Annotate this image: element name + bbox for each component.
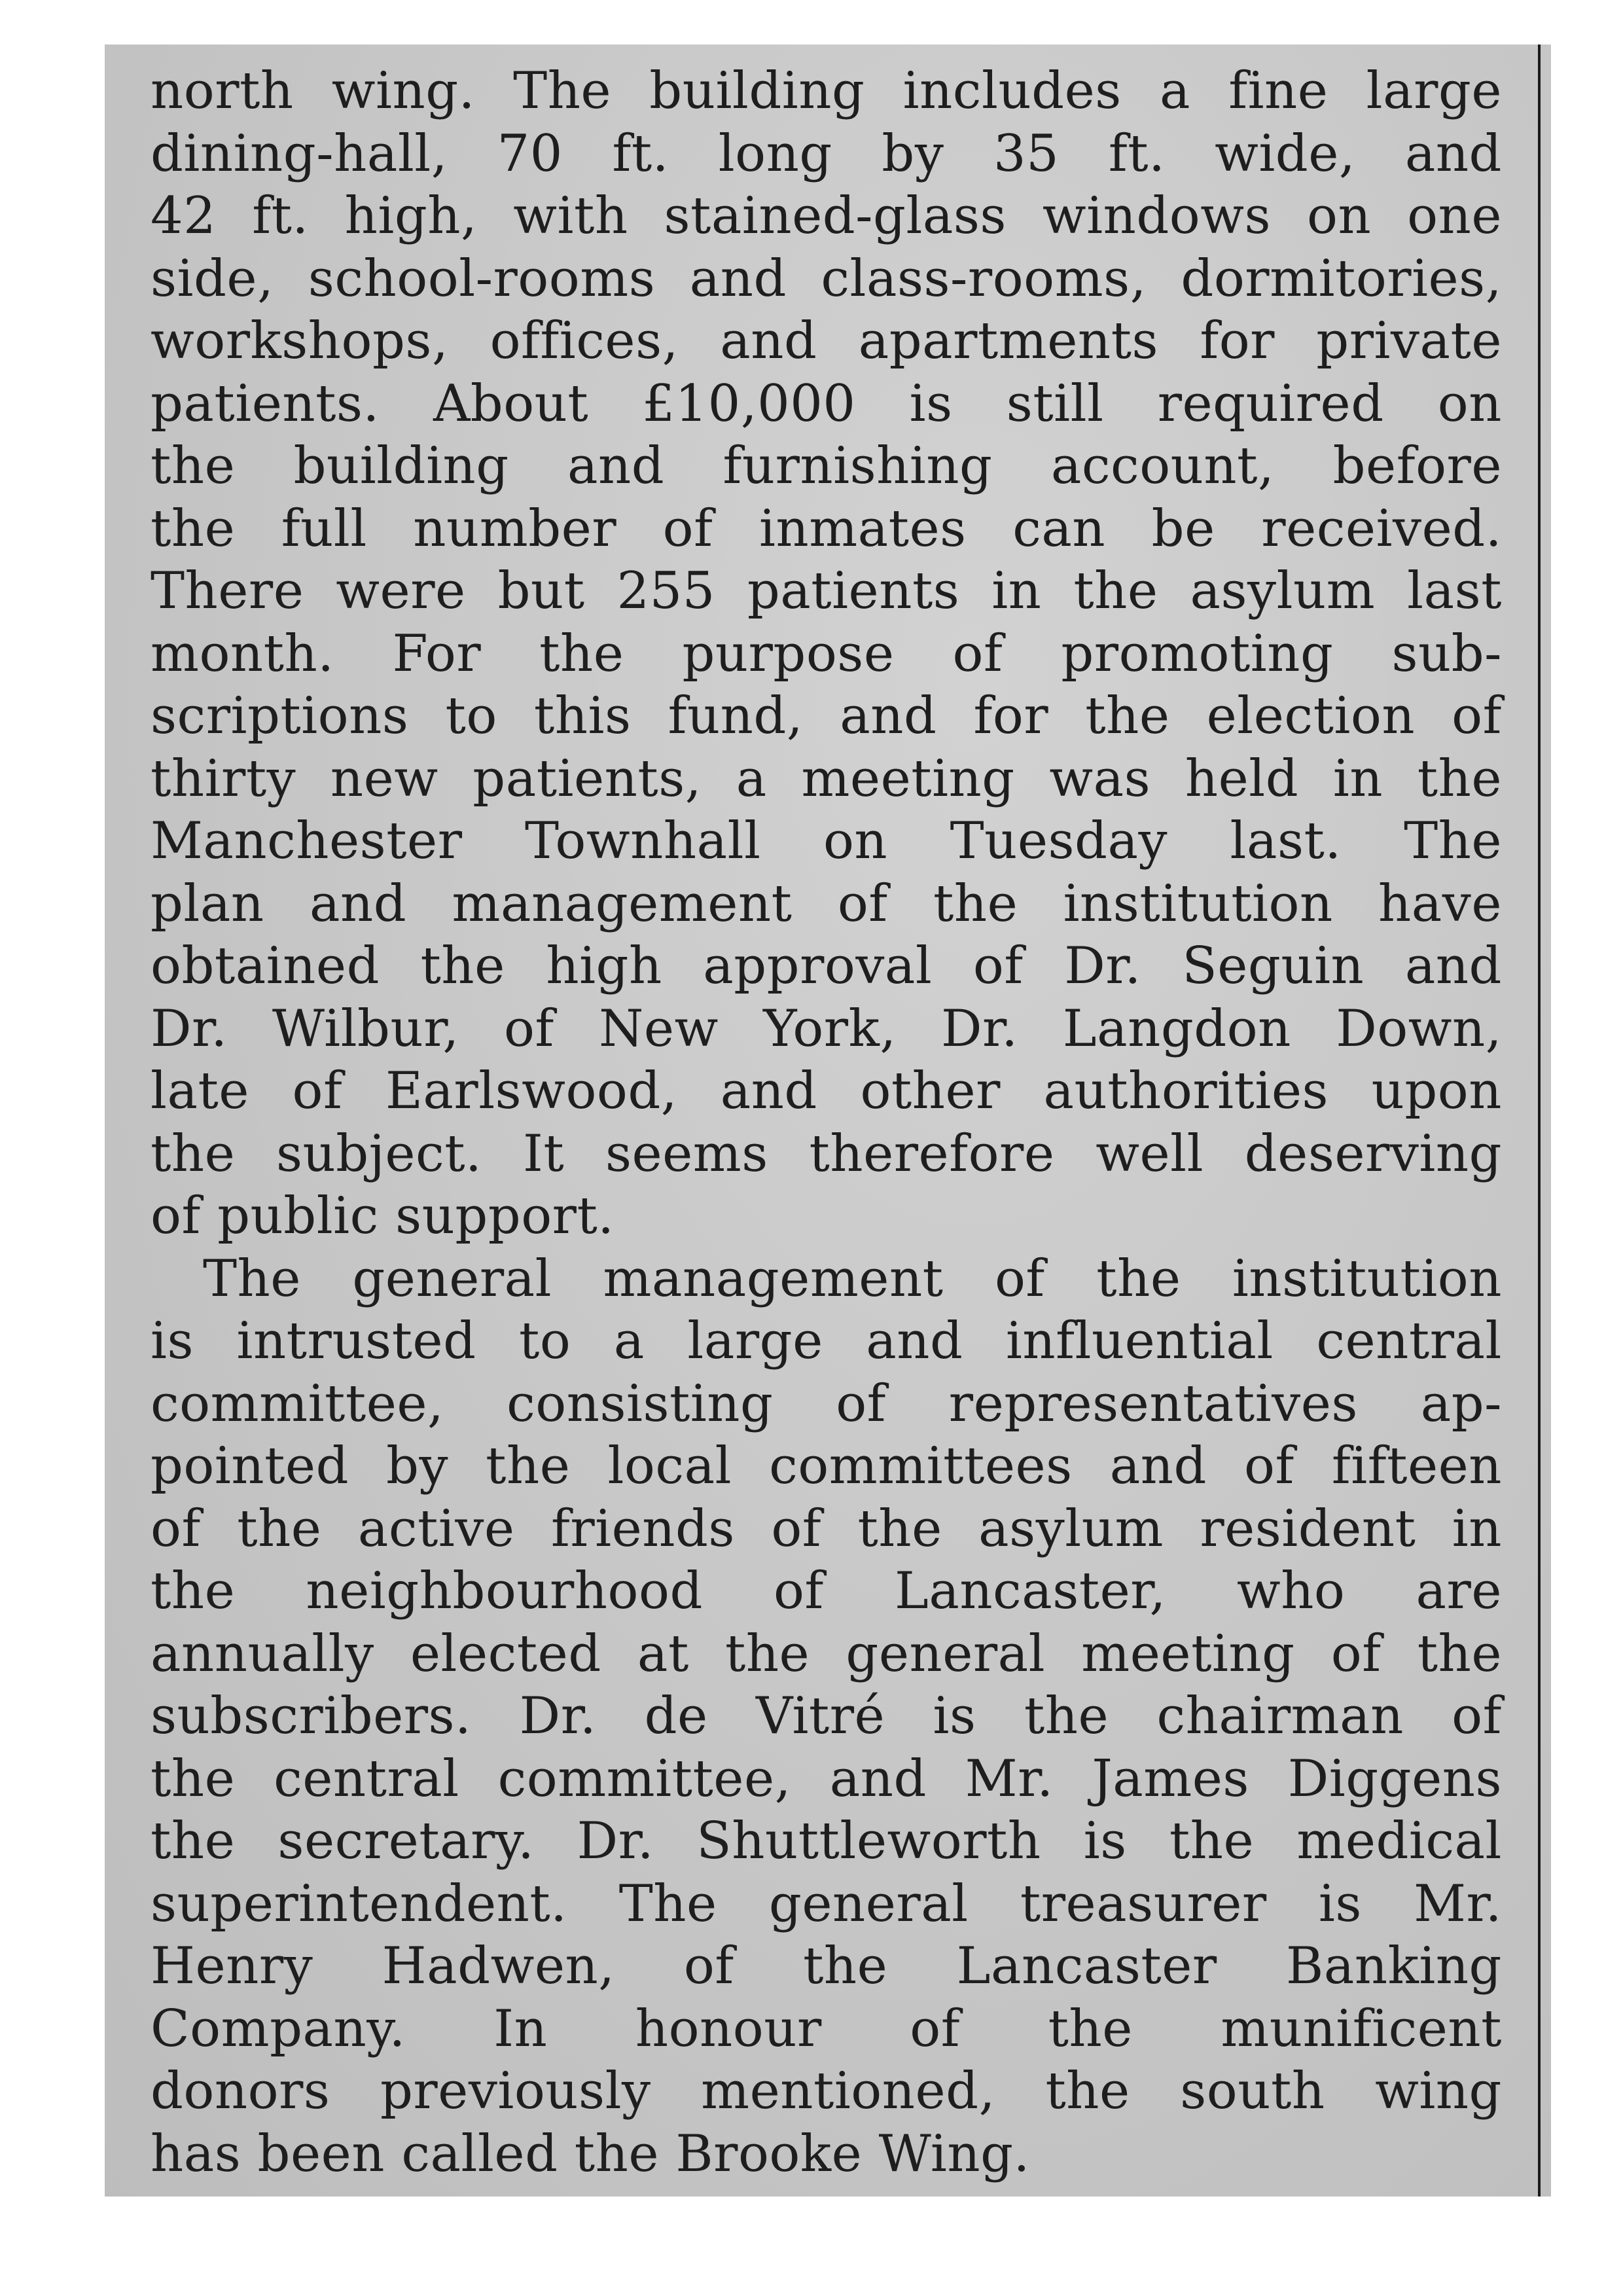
- text-line: thirty new patients, a meeting was held in the: [151, 749, 1502, 808]
- text-line: north wing. The building includes a fine large: [151, 62, 1502, 120]
- text-line: scriptions to this fund, and for the election of: [151, 687, 1502, 745]
- text-line: pointed by the local committees and of fifteen: [151, 1437, 1502, 1496]
- text-line: The general management of the institution: [203, 1249, 1502, 1308]
- text-line: the subject. It seems therefore well deserving: [151, 1124, 1502, 1183]
- text-line: month. For the purpose of promoting sub-: [151, 624, 1502, 683]
- paragraph: [151, 1248, 1502, 2186]
- text-line: superintendent. The general treasurer is Mr.: [151, 1874, 1502, 1933]
- text-line: annually elected at the general meeting of the: [151, 1624, 1502, 1683]
- article-column: [151, 60, 1502, 2185]
- text-line: Henry Hadwen, of the Lancaster Banking: [151, 1937, 1502, 1996]
- text-line: side, school-rooms and class-rooms, dormitories,: [151, 249, 1502, 308]
- text-line: Dr. Wilbur, of New York, Dr. Langdon Down,: [151, 999, 1502, 1058]
- text-line: Company. In honour of the munificent: [151, 1999, 1502, 2058]
- text-line: the building and furnishing account, before: [151, 437, 1502, 495]
- text-line: late of Earlswood, and other authorities upon: [151, 1062, 1502, 1121]
- text-line: workshops, offices, and apartments for private: [151, 312, 1502, 370]
- text-line: plan and management of the institution have: [151, 874, 1502, 933]
- text-line: of the active friends of the asylum resident in: [151, 1499, 1502, 1558]
- text-line: dining-hall, 70 ft. long by 35 ft. wide, and: [151, 124, 1502, 183]
- column-rule: [1538, 45, 1541, 2197]
- text-line: patients. About £10,000 is still required on: [151, 374, 1502, 433]
- text-line: donors previously mentioned, the south wing: [151, 2062, 1502, 2121]
- text-line: Manchester Townhall on Tuesday last. The: [151, 812, 1502, 870]
- text-line: subscribers. Dr. de Vitré is the chairman of: [151, 1687, 1502, 1746]
- text-line: obtained the high approval of Dr. Seguin and: [151, 937, 1502, 996]
- text-line: 42 ft. high, with stained-glass windows on one: [151, 187, 1502, 245]
- paragraph: [151, 60, 1502, 1248]
- text-line: the neighbourhood of Lancaster, who are: [151, 1562, 1502, 1621]
- text-line: of public support.: [151, 1187, 615, 1246]
- text-line: the full number of inmates can be received.: [151, 499, 1502, 558]
- text-line: the central committee, and Mr. James Diggens: [151, 1749, 1502, 1808]
- text-line: is intrusted to a large and influential central: [151, 1312, 1502, 1371]
- text-line: There were but 255 patients in the asylum last: [151, 562, 1502, 620]
- text-line: has been called the Brooke Wing.: [151, 2124, 1030, 2183]
- text-line: committee, consisting of representatives ap-: [151, 1374, 1502, 1433]
- text-line: the secretary. Dr. Shuttleworth is the medical: [151, 1812, 1502, 1871]
